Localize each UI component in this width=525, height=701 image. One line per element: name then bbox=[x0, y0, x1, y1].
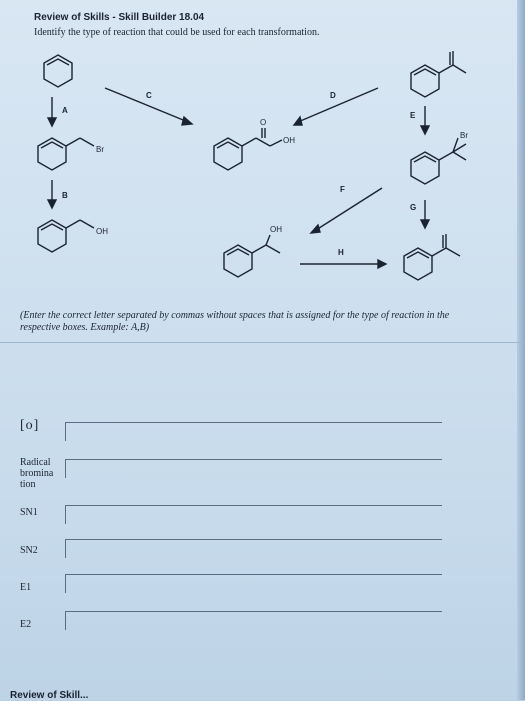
benzyl-alcohol bbox=[38, 220, 94, 252]
atom-label-oh-carbonyl: OH bbox=[283, 136, 295, 145]
instruction-text: (Enter the correct letter separated by commas without spaces that is assigned for the type of reaction in the respective boxes. Example: A,B) bbox=[20, 310, 450, 333]
answer-field-sn1[interactable] bbox=[65, 505, 442, 524]
answer-label-sn2: SN2 bbox=[20, 545, 38, 556]
page-title: Review of Skills - Skill Builder 18.04 bbox=[34, 12, 205, 23]
tertiary-bromide bbox=[411, 138, 466, 184]
arrow-h-head bbox=[378, 260, 386, 268]
atom-label-oh-alcohol2: OH bbox=[270, 225, 282, 234]
answer-label-e1: E1 bbox=[20, 582, 32, 593]
arrow-f bbox=[316, 188, 382, 230]
arrow-label-f: F bbox=[340, 185, 345, 194]
reaction-scheme-svg bbox=[0, 40, 525, 285]
alkene-bottom-right bbox=[404, 234, 460, 280]
arrow-label-g: G bbox=[410, 203, 417, 212]
arrow-d bbox=[298, 88, 378, 122]
page-subtitle: Identify the type of reaction that could be used for each transformation. bbox=[34, 27, 320, 38]
answer-field-oxidation[interactable] bbox=[65, 422, 442, 441]
answer-field-sn2[interactable] bbox=[65, 539, 442, 558]
alkene-top-right bbox=[411, 51, 466, 97]
phenylacetic-acid bbox=[214, 128, 282, 170]
secondary-alcohol bbox=[224, 235, 280, 277]
answer-label-e2: E2 bbox=[20, 619, 32, 630]
arrow-g-head bbox=[421, 220, 429, 228]
atom-label-oh-alcohol1: OH bbox=[96, 227, 108, 236]
arrow-c-head bbox=[182, 117, 192, 125]
answer-label-radical-bromination: Radical bromina tion bbox=[20, 457, 54, 490]
arrow-f-head bbox=[311, 225, 320, 233]
arrow-d-head bbox=[294, 117, 302, 125]
answer-field-radical-bromination[interactable] bbox=[65, 459, 442, 478]
arrow-label-e: E bbox=[410, 111, 416, 120]
section-divider bbox=[0, 342, 525, 343]
benzene-ring-1 bbox=[44, 55, 72, 87]
arrow-label-b: B bbox=[62, 191, 68, 200]
answer-field-e2[interactable] bbox=[65, 611, 442, 630]
answer-field-e1[interactable] bbox=[65, 574, 442, 593]
atom-label-br-tertiary: Br bbox=[460, 131, 468, 140]
arrow-e-head bbox=[421, 126, 429, 134]
arrow-label-c: C bbox=[146, 91, 152, 100]
benzyl-bromide bbox=[38, 138, 94, 170]
atom-label-br-benzyl: Br bbox=[96, 145, 104, 154]
answer-label-sn1: SN1 bbox=[20, 507, 38, 518]
arrow-label-h: H bbox=[338, 248, 344, 257]
next-page-heading-cut: Review of Skill... bbox=[10, 690, 89, 701]
arrow-label-d: D bbox=[330, 91, 336, 100]
arrow-b-head bbox=[48, 200, 56, 208]
answer-label-oxidation: [o] bbox=[20, 418, 40, 433]
arrow-label-a: A bbox=[62, 106, 68, 115]
reaction-scheme bbox=[0, 40, 525, 285]
arrow-a-head bbox=[48, 118, 56, 126]
atom-label-carbonyl-o: O bbox=[260, 118, 267, 127]
